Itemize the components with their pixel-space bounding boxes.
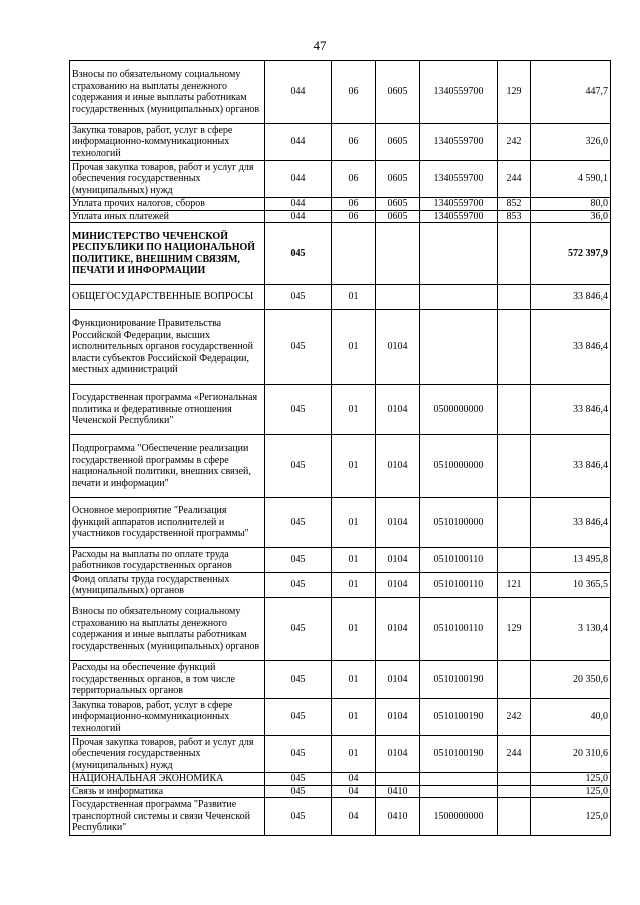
table-row (70, 798, 611, 836)
ministry-code-cell: 045 (265, 310, 332, 385)
target-article-cell: 0510100110 (420, 548, 498, 573)
expense-type-cell (498, 498, 531, 548)
item-name-cell: Закупка товаров, работ, услуг в сфере информационно-коммуникационных технологий (70, 699, 265, 736)
ministry-code-cell: 045 (265, 548, 332, 573)
section-code-cell: 01 (332, 435, 376, 498)
table-row (70, 773, 611, 786)
item-name-cell: Уплата прочих налогов, сборов (70, 198, 265, 211)
subsection-code-cell: 0104 (376, 598, 420, 661)
ministry-code-cell: 045 (265, 435, 332, 498)
expense-type-cell (498, 310, 531, 385)
amount-cell: 13 495,8 (531, 548, 611, 573)
subsection-code-cell: 0104 (376, 573, 420, 598)
table-row (70, 223, 611, 285)
subsection-code-cell: 0104 (376, 661, 420, 699)
item-name-cell: МИНИСТЕРСТВО ЧЕЧЕНСКОЙ РЕСПУБЛИКИ ПО НАЦИОНАЛЬНОЙ ПОЛИТИКЕ, ВНЕШНИМ СВЯЗЯМ, ПЕЧАТИ И ИНФОРМАЦИИ (70, 223, 265, 285)
item-name-cell: Государственная программа «Региональная политика и федеративные отношения Чеченской Республики" (70, 385, 265, 435)
section-code-cell: 04 (332, 785, 376, 798)
target-article-cell: 1340559700 (420, 124, 498, 161)
item-name-cell: Расходы на обеспечение функций государственных органов, в том числе территориальных органов (70, 661, 265, 699)
amount-cell: 572 397,9 (531, 223, 611, 285)
target-article-cell: 0510000000 (420, 435, 498, 498)
item-name-cell: Взносы по обязательному социальному страхованию на выплаты денежного содержания и иные выплаты работникам государственных (муниципальных) органов (70, 598, 265, 661)
ministry-code-cell: 044 (265, 61, 332, 124)
table-row (70, 285, 611, 310)
amount-cell: 125,0 (531, 773, 611, 786)
section-code-cell: 06 (332, 61, 376, 124)
subsection-code-cell: 0104 (376, 385, 420, 435)
item-name-cell: Связь и информатика (70, 785, 265, 798)
section-code-cell: 01 (332, 736, 376, 773)
ministry-code-cell: 045 (265, 385, 332, 435)
subsection-code-cell: 0410 (376, 798, 420, 836)
item-name-cell: Уплата иных платежей (70, 210, 265, 223)
section-code-cell: 04 (332, 773, 376, 786)
table-row (70, 210, 611, 223)
expense-type-cell (498, 798, 531, 836)
expense-type-cell: 853 (498, 210, 531, 223)
target-article-cell: 1500000000 (420, 798, 498, 836)
target-article-cell: 1340559700 (420, 161, 498, 198)
target-article-cell (420, 773, 498, 786)
table-row (70, 385, 611, 435)
ministry-code-cell: 045 (265, 573, 332, 598)
subsection-code-cell: 0605 (376, 198, 420, 211)
expense-type-cell (498, 223, 531, 285)
table-row (70, 124, 611, 161)
subsection-code-cell: 0605 (376, 124, 420, 161)
amount-cell: 326,0 (531, 124, 611, 161)
target-article-cell: 1340559700 (420, 210, 498, 223)
target-article-cell (420, 285, 498, 310)
expense-type-cell (498, 385, 531, 435)
subsection-code-cell (376, 223, 420, 285)
section-code-cell: 06 (332, 161, 376, 198)
table-row (70, 736, 611, 773)
expense-type-cell: 129 (498, 61, 531, 124)
table-row (70, 699, 611, 736)
section-code-cell: 01 (332, 699, 376, 736)
target-article-cell (420, 310, 498, 385)
subsection-code-cell: 0104 (376, 699, 420, 736)
section-code-cell: 01 (332, 598, 376, 661)
item-name-cell: Фонд оплаты труда государственных (муниципальных) органов (70, 573, 265, 598)
subsection-code-cell: 0605 (376, 210, 420, 223)
item-name-cell: Функционирование Правительства Российской Федерации, высших исполнительных органов государственной власти субъектов Российской Федерации, местных администраций (70, 310, 265, 385)
expense-type-cell: 244 (498, 736, 531, 773)
amount-cell: 10 365,5 (531, 573, 611, 598)
ministry-code-cell: 045 (265, 798, 332, 836)
amount-cell: 4 590,1 (531, 161, 611, 198)
ministry-code-cell: 044 (265, 198, 332, 211)
amount-cell: 20 350,6 (531, 661, 611, 699)
subsection-code-cell: 0605 (376, 161, 420, 198)
item-name-cell: Основное мероприятие "Реализация функций аппаратов исполнителей и участников государственной программы" (70, 498, 265, 548)
amount-cell: 36,0 (531, 210, 611, 223)
ministry-code-cell: 045 (265, 223, 332, 285)
target-article-cell: 0510100110 (420, 598, 498, 661)
expense-type-cell: 244 (498, 161, 531, 198)
amount-cell: 40,0 (531, 699, 611, 736)
item-name-cell: Прочая закупка товаров, работ и услуг для обеспечения государственных (муниципальных) нужд (70, 161, 265, 198)
expense-type-cell: 852 (498, 198, 531, 211)
expense-type-cell: 129 (498, 598, 531, 661)
ministry-code-cell: 045 (265, 598, 332, 661)
subsection-code-cell (376, 285, 420, 310)
ministry-code-cell: 045 (265, 285, 332, 310)
section-code-cell: 01 (332, 548, 376, 573)
table-row (70, 598, 611, 661)
amount-cell: 33 846,4 (531, 498, 611, 548)
table-row (70, 161, 611, 198)
target-article-cell: 0500000000 (420, 385, 498, 435)
item-name-cell: Взносы по обязательному социальному страхованию на выплаты денежного содержания и иные выплаты работникам государственных (муниципальных) органов (70, 61, 265, 124)
amount-cell: 33 846,4 (531, 285, 611, 310)
subsection-code-cell: 0104 (376, 435, 420, 498)
expense-type-cell: 121 (498, 573, 531, 598)
target-article-cell: 0510100000 (420, 498, 498, 548)
target-article-cell: 0510100190 (420, 699, 498, 736)
amount-cell: 3 130,4 (531, 598, 611, 661)
section-code-cell: 01 (332, 661, 376, 699)
item-name-cell: Подпрограмма "Обеспечение реализации государственной программы в сфере национальной политики, внешних связей, печати и информации" (70, 435, 265, 498)
table-row (70, 61, 611, 124)
section-code-cell: 01 (332, 385, 376, 435)
subsection-code-cell: 0104 (376, 310, 420, 385)
amount-cell: 447,7 (531, 61, 611, 124)
table-row (70, 198, 611, 211)
expense-type-cell (498, 435, 531, 498)
ministry-code-cell: 044 (265, 124, 332, 161)
subsection-code-cell: 0104 (376, 736, 420, 773)
table-body (70, 61, 611, 836)
section-code-cell: 06 (332, 198, 376, 211)
expense-type-cell: 242 (498, 124, 531, 161)
item-name-cell: НАЦИОНАЛЬНАЯ ЭКОНОМИКА (70, 773, 265, 786)
subsection-code-cell: 0605 (376, 61, 420, 124)
target-article-cell (420, 223, 498, 285)
subsection-code-cell: 0104 (376, 548, 420, 573)
amount-cell: 33 846,4 (531, 310, 611, 385)
ministry-code-cell: 045 (265, 498, 332, 548)
table-row (70, 498, 611, 548)
item-name-cell: Закупка товаров, работ, услуг в сфере информационно-коммуникационных технологий (70, 124, 265, 161)
item-name-cell: ОБЩЕГОСУДАРСТВЕННЫЕ ВОПРОСЫ (70, 285, 265, 310)
ministry-code-cell: 044 (265, 210, 332, 223)
target-article-cell: 0510100190 (420, 661, 498, 699)
amount-cell: 33 846,4 (531, 435, 611, 498)
expense-type-cell (498, 773, 531, 786)
target-article-cell: 0510100110 (420, 573, 498, 598)
ministry-code-cell: 045 (265, 736, 332, 773)
section-code-cell: 06 (332, 124, 376, 161)
expense-type-cell (498, 548, 531, 573)
table-row (70, 310, 611, 385)
expense-type-cell (498, 285, 531, 310)
subsection-code-cell (376, 773, 420, 786)
table-row (70, 548, 611, 573)
amount-cell: 80,0 (531, 198, 611, 211)
subsection-code-cell: 0410 (376, 785, 420, 798)
amount-cell: 33 846,4 (531, 385, 611, 435)
target-article-cell: 1340559700 (420, 198, 498, 211)
section-code-cell: 01 (332, 498, 376, 548)
target-article-cell: 1340559700 (420, 61, 498, 124)
section-code-cell: 01 (332, 310, 376, 385)
expense-type-cell (498, 661, 531, 699)
budget-table (69, 60, 611, 836)
ministry-code-cell: 045 (265, 773, 332, 786)
ministry-code-cell: 045 (265, 661, 332, 699)
page-number: 47 (313, 38, 327, 53)
table-row (70, 661, 611, 699)
amount-cell: 125,0 (531, 798, 611, 836)
ministry-code-cell: 045 (265, 785, 332, 798)
expense-type-cell: 242 (498, 699, 531, 736)
amount-cell: 125,0 (531, 785, 611, 798)
table-row (70, 573, 611, 598)
target-article-cell (420, 785, 498, 798)
item-name-cell: Прочая закупка товаров, работ и услуг для обеспечения государственных (муниципальных) нужд (70, 736, 265, 773)
item-name-cell: Государственная программа "Развитие транспортной системы и связи Чеченской Республики" (70, 798, 265, 836)
section-code-cell: 01 (332, 285, 376, 310)
ministry-code-cell: 044 (265, 161, 332, 198)
target-article-cell: 0510100190 (420, 736, 498, 773)
section-code-cell: 04 (332, 798, 376, 836)
subsection-code-cell: 0104 (376, 498, 420, 548)
section-code-cell: 06 (332, 210, 376, 223)
amount-cell: 20 310,6 (531, 736, 611, 773)
expense-type-cell (498, 785, 531, 798)
section-code-cell (332, 223, 376, 285)
section-code-cell: 01 (332, 573, 376, 598)
table-row (70, 435, 611, 498)
item-name-cell: Расходы на выплаты по оплате труда работников государственных органов (70, 548, 265, 573)
ministry-code-cell: 045 (265, 699, 332, 736)
table-row (70, 785, 611, 798)
